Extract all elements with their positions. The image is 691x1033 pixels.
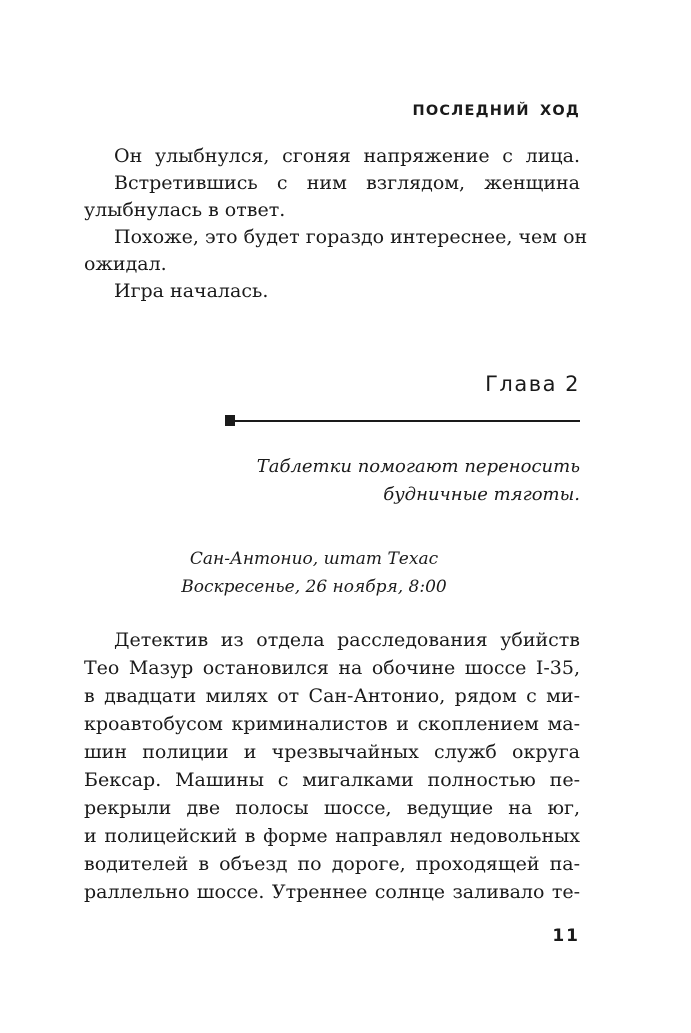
- chapter-rule: [228, 420, 580, 422]
- page-number: 11: [552, 926, 580, 946]
- text-line: кроавтобусом криминалистов и скоплением ма-: [84, 713, 580, 735]
- text-line: Детектив из отдела расследования убийств: [114, 629, 580, 651]
- epigraph-line: будничные тяготы.: [383, 484, 580, 505]
- text-line: ожидал.: [84, 253, 167, 275]
- text-line: Он улыбнулся, сгоняя напряжение с лица.: [114, 145, 580, 167]
- text-line: и полицейский в форме направлял недовольных: [84, 825, 580, 847]
- setting-datetime: Воскресенье, 26 ноября, 8:00: [181, 577, 447, 597]
- setting-place: Сан-Антонио, штат Техас: [189, 549, 439, 569]
- text-line: в двадцати милях от Сан-Антонио, рядом с ми-: [84, 685, 580, 707]
- text-line: Тео Мазур остановился на обочине шоссе I-35,: [84, 657, 580, 679]
- text-line: раллельно шоссе. Утреннее солнце заливало те-: [84, 881, 580, 903]
- text-line: Бексар. Машины с мигалками полностью пе-: [84, 769, 580, 791]
- text-line: Похоже, это будет гораздо интереснее, чем он: [114, 226, 588, 248]
- text-line: рекрыли две полосы шоссе, ведущие на юг,: [84, 797, 580, 819]
- chapter-rule-mark: [225, 415, 235, 426]
- chapter-title: Глава 2: [485, 372, 580, 396]
- epigraph-line: Таблетки помогают переносить: [256, 456, 580, 477]
- text-line: улыбнулась в ответ.: [84, 199, 286, 221]
- text-line: водителей в объезд по дороге, проходящей па-: [84, 853, 580, 875]
- text-line: шин полиции и чрезвычайных служб округа: [84, 741, 580, 763]
- text-line: Встретившись с ним взглядом, женщина: [114, 172, 580, 194]
- running-head: ПОСЛЕДНИЙ ХОД: [412, 103, 580, 119]
- text-line: Игра началась.: [114, 280, 269, 302]
